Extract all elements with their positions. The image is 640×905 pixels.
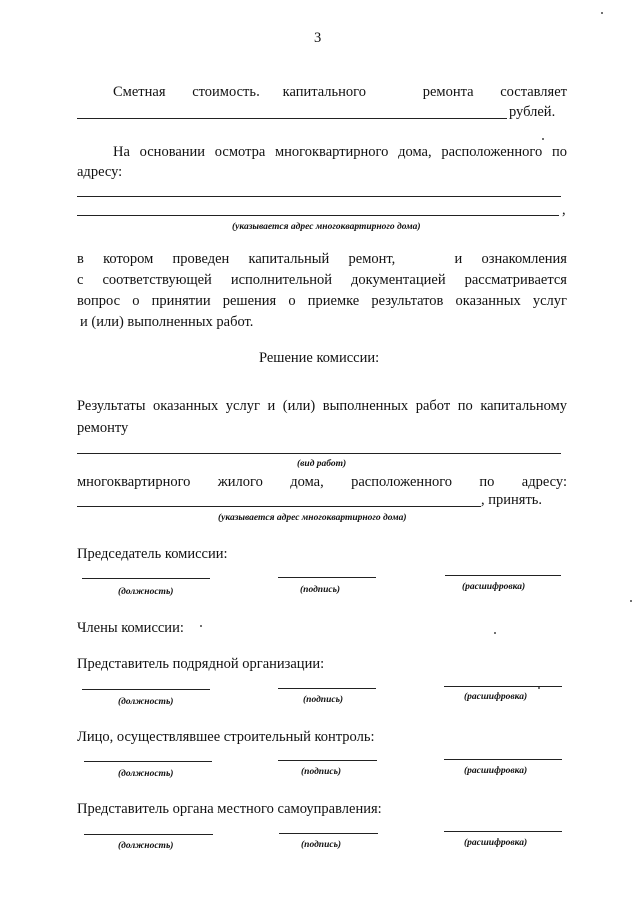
scan-speck <box>200 625 202 627</box>
control-position-line <box>84 761 212 762</box>
contractor-position-caption: (должность) <box>118 697 174 707</box>
word: соответствующей <box>102 272 212 288</box>
accept-address-caption: (указывается адрес многоквартирного дома) <box>218 513 407 523</box>
chairman-name-caption: (расшифровка) <box>462 582 526 592</box>
cost-word: капитального <box>282 84 367 100</box>
local-name-line <box>444 831 562 832</box>
work-type-caption: (вид работ) <box>297 459 347 469</box>
decision-line3 <box>77 473 567 491</box>
word: приемке <box>307 293 360 309</box>
inspection-text-line2: адресу: <box>77 164 123 180</box>
decision-line1: Результаты оказанных услуг и (или) выполненных работ по капитальному <box>77 398 567 414</box>
contractor-label: Представитель подрядной организации: <box>77 656 325 672</box>
address-blank-line <box>77 215 559 216</box>
word: котором <box>103 251 154 267</box>
word: с <box>77 272 84 288</box>
word: жилого <box>217 474 263 490</box>
word: результатов <box>371 293 444 309</box>
word: и <box>454 251 463 267</box>
word: документацией <box>351 272 446 288</box>
contractor-signature-line <box>278 688 376 689</box>
chairman-signature-caption: (подпись) <box>300 585 341 595</box>
word: рассматривается <box>464 272 567 288</box>
word: о <box>288 293 296 309</box>
word: о <box>132 293 140 309</box>
word: дома, <box>290 474 324 490</box>
local-signature-line <box>279 833 378 834</box>
chairman-signature-line <box>278 577 376 578</box>
scan-speck <box>542 138 544 140</box>
contractor-name-line <box>444 686 562 687</box>
word: многоквартирного <box>77 474 191 490</box>
scan-speck <box>630 600 632 602</box>
chairman-position-caption: (должность) <box>118 587 174 597</box>
accept-address-blank-line <box>77 506 481 507</box>
cost-word: Сметная <box>113 84 166 100</box>
address-trailing-comma: , <box>562 202 566 218</box>
chairman-position-line <box>82 578 210 579</box>
chairman-name-line <box>445 575 561 576</box>
word: исполнительной <box>230 272 332 288</box>
scan-speck <box>601 12 603 14</box>
members-label: Члены комиссии: <box>77 620 184 636</box>
decision-heading: Решение комиссии: <box>259 350 380 366</box>
word: адресу: <box>521 474 567 490</box>
word: принятии <box>151 293 211 309</box>
work-type-blank-line <box>77 453 561 454</box>
cost-word: составляет <box>500 84 567 100</box>
control-signature-caption: (подпись) <box>301 767 342 777</box>
word: оказанных <box>455 293 521 309</box>
local-signature-caption: (подпись) <box>301 840 342 850</box>
control-position-caption: (должность) <box>118 769 174 779</box>
contractor-signature-caption: (подпись) <box>303 695 344 705</box>
decision-line2: ремонту <box>77 420 129 436</box>
chairman-label: Председатель комиссии: <box>77 546 228 562</box>
cost-sentence <box>113 83 567 101</box>
construction-control-label: Лицо, осуществлявшее строительный контроль: <box>77 729 375 745</box>
local-position-caption: (должность) <box>118 841 174 851</box>
word: проведен <box>172 251 230 267</box>
address-blank-line <box>77 196 561 197</box>
local-government-label: Представитель органа местного самоуправления: <box>77 801 382 817</box>
scan-speck <box>538 687 540 689</box>
paragraph-line3 <box>77 292 567 310</box>
word: по <box>479 474 495 490</box>
cost-currency: рублей. <box>509 104 556 120</box>
inspection-text-line1: На основании осмотра многоквартирного дома, расположенного по <box>113 144 567 160</box>
word: расположенного <box>351 474 453 490</box>
scan-speck <box>494 632 496 634</box>
accept-text: , принять. <box>481 492 543 508</box>
scan-speck <box>257 94 259 96</box>
cost-word: стоимость <box>192 84 256 100</box>
control-signature-line <box>278 760 377 761</box>
word: в <box>77 251 84 267</box>
control-name-line <box>444 759 562 760</box>
word: ознакомления <box>481 251 567 267</box>
local-name-caption: (расшифровка) <box>464 838 528 848</box>
paragraph-line4: и (или) выполненных работ. <box>80 314 254 330</box>
cost-blank-line <box>77 118 507 119</box>
page-number: 3 <box>314 30 322 46</box>
local-position-line <box>84 834 213 835</box>
contractor-name-caption: (расшифровка) <box>464 692 528 702</box>
word: вопрос <box>77 293 121 309</box>
word: услуг <box>532 293 567 309</box>
word: капитальный <box>248 251 330 267</box>
address-caption: (указывается адрес многоквартирного дома) <box>232 222 421 232</box>
word: ремонт, <box>348 251 396 267</box>
control-name-caption: (расшифровка) <box>464 766 528 776</box>
contractor-position-line <box>82 689 210 690</box>
cost-word: ремонта <box>422 84 474 100</box>
paragraph-line1 <box>77 250 567 268</box>
word: решения <box>222 293 277 309</box>
paragraph-line2 <box>77 271 567 289</box>
